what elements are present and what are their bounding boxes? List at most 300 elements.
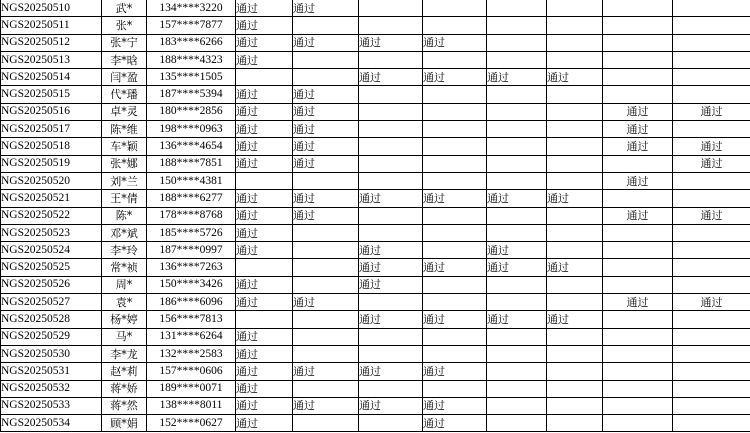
cell-status-6: [547, 121, 603, 138]
cell-status-1: 通过: [236, 190, 293, 207]
cell-status-5: [487, 17, 547, 34]
cell-phone: 150****4381: [147, 172, 236, 189]
cell-name: 顾*娟: [102, 415, 147, 432]
cell-status-2: 通过: [293, 363, 359, 380]
cell-id: NGS20250529: [1, 328, 102, 345]
cell-status-1: [236, 69, 293, 86]
cell-status-4: 通过: [423, 34, 487, 51]
table-row: [1, 172, 750, 189]
cell-status-5: [487, 51, 547, 68]
cell-name: 车*颖: [102, 138, 147, 155]
cell-status-3: [359, 207, 423, 224]
cell-status-3: [359, 51, 423, 68]
cell-status-4: [423, 380, 487, 397]
cell-phone: 150****3426: [147, 276, 236, 293]
cell-status-4: 通过: [423, 69, 487, 86]
cell-status-4: 通过: [423, 311, 487, 328]
table-row: [1, 259, 750, 276]
cell-status-7: [603, 69, 673, 86]
cell-status-3: [359, 345, 423, 362]
cell-status-2: 通过: [293, 397, 359, 414]
table-row: [1, 397, 750, 414]
cell-id: NGS20250519: [1, 155, 102, 172]
cell-status-3: [359, 0, 423, 17]
cell-status-8: [673, 242, 750, 259]
cell-id: NGS20250518: [1, 138, 102, 155]
cell-status-1: 通过: [236, 103, 293, 120]
cell-status-8: [673, 415, 750, 432]
cell-status-1: [236, 259, 293, 276]
table-row: [1, 276, 750, 293]
cell-phone: 180****2856: [147, 103, 236, 120]
cell-id: NGS20250530: [1, 345, 102, 362]
table-row: [1, 190, 750, 207]
cell-status-5: [487, 380, 547, 397]
cell-status-8: [673, 0, 750, 17]
table-row: [1, 207, 750, 224]
cell-status-2: 通过: [293, 138, 359, 155]
cell-name: 袁*: [102, 294, 147, 311]
cell-status-3: 通过: [359, 311, 423, 328]
cell-phone: 132****2583: [147, 345, 236, 362]
cell-status-6: [547, 86, 603, 103]
cell-name: 李*龙: [102, 345, 147, 362]
cell-id: NGS20250525: [1, 259, 102, 276]
cell-status-2: [293, 345, 359, 362]
cell-status-5: 通过: [487, 190, 547, 207]
cell-name: 杨*婷: [102, 311, 147, 328]
cell-status-1: 通过: [236, 17, 293, 34]
cell-status-5: 通过: [487, 242, 547, 259]
table-row: [1, 415, 750, 432]
cell-id: NGS20250528: [1, 311, 102, 328]
cell-status-2: [293, 51, 359, 68]
table-row: [1, 311, 750, 328]
cell-status-6: 通过: [547, 259, 603, 276]
cell-status-4: [423, 294, 487, 311]
cell-status-6: 通过: [547, 311, 603, 328]
cell-status-8: [673, 51, 750, 68]
cell-status-6: [547, 397, 603, 414]
cell-id: NGS20250510: [1, 0, 102, 17]
cell-status-2: [293, 172, 359, 189]
cell-status-6: 通过: [547, 190, 603, 207]
table-row: [1, 345, 750, 362]
cell-status-8: [673, 259, 750, 276]
cell-status-5: [487, 0, 547, 17]
cell-status-5: [487, 172, 547, 189]
cell-status-6: [547, 138, 603, 155]
cell-phone: 188****7851: [147, 155, 236, 172]
cell-status-8: [673, 34, 750, 51]
cell-status-7: 通过: [603, 121, 673, 138]
cell-status-5: [487, 397, 547, 414]
cell-status-4: [423, 121, 487, 138]
cell-status-5: 通过: [487, 69, 547, 86]
cell-status-3: 通过: [359, 259, 423, 276]
cell-status-4: [423, 86, 487, 103]
cell-name: 周*: [102, 276, 147, 293]
cell-status-8: [673, 86, 750, 103]
table-row: [1, 0, 750, 17]
cell-id: NGS20250534: [1, 415, 102, 432]
cell-status-3: 通过: [359, 276, 423, 293]
cell-id: NGS20250532: [1, 380, 102, 397]
cell-status-4: [423, 51, 487, 68]
cell-status-6: [547, 328, 603, 345]
cell-phone: 136****7263: [147, 259, 236, 276]
cell-status-3: [359, 328, 423, 345]
cell-name: 张*宁: [102, 34, 147, 51]
cell-status-7: 通过: [603, 172, 673, 189]
cell-phone: 157****0606: [147, 363, 236, 380]
cell-status-7: [603, 190, 673, 207]
cell-status-3: [359, 121, 423, 138]
cell-status-5: [487, 103, 547, 120]
cell-name: 张*: [102, 17, 147, 34]
cell-status-7: [603, 363, 673, 380]
cell-phone: 186****6096: [147, 294, 236, 311]
cell-phone: 156****7813: [147, 311, 236, 328]
cell-phone: 198****0963: [147, 121, 236, 138]
cell-status-2: [293, 415, 359, 432]
cell-phone: 178****8768: [147, 207, 236, 224]
cell-status-6: [547, 103, 603, 120]
cell-name: 陈*: [102, 207, 147, 224]
cell-status-4: [423, 242, 487, 259]
cell-status-2: 通过: [293, 121, 359, 138]
cell-status-1: 通过: [236, 34, 293, 51]
cell-status-6: [547, 242, 603, 259]
cell-status-4: 通过: [423, 363, 487, 380]
cell-status-4: [423, 103, 487, 120]
cell-status-7: [603, 17, 673, 34]
cell-phone: 138****8011: [147, 397, 236, 414]
cell-status-6: [547, 276, 603, 293]
cell-status-7: [603, 345, 673, 362]
cell-status-7: 通过: [603, 138, 673, 155]
cell-status-3: [359, 103, 423, 120]
cell-status-1: 通过: [236, 138, 293, 155]
cell-status-3: [359, 155, 423, 172]
cell-name: 代*璠: [102, 86, 147, 103]
cell-status-1: 通过: [236, 242, 293, 259]
cell-status-7: 通过: [603, 294, 673, 311]
cell-phone: 136****4654: [147, 138, 236, 155]
cell-phone: 134****3220: [147, 0, 236, 17]
cell-status-8: 通过: [673, 103, 750, 120]
cell-name: 常*祯: [102, 259, 147, 276]
cell-status-8: [673, 328, 750, 345]
cell-status-5: [487, 34, 547, 51]
cell-status-4: [423, 224, 487, 241]
cell-status-6: [547, 363, 603, 380]
cell-status-2: [293, 69, 359, 86]
cell-status-1: 通过: [236, 224, 293, 241]
cell-status-6: [547, 294, 603, 311]
cell-name: 蒋*娇: [102, 380, 147, 397]
cell-phone: 135****1505: [147, 69, 236, 86]
cell-status-6: [547, 155, 603, 172]
cell-status-7: [603, 380, 673, 397]
cell-status-5: [487, 138, 547, 155]
cell-name: 陈*维: [102, 121, 147, 138]
cell-phone: 152****0627: [147, 415, 236, 432]
table-row: [1, 17, 750, 34]
cell-status-6: [547, 0, 603, 17]
cell-status-4: [423, 17, 487, 34]
cell-status-3: 通过: [359, 69, 423, 86]
cell-name: 卓*灵: [102, 103, 147, 120]
cell-status-3: 通过: [359, 34, 423, 51]
cell-name: 蒋*然: [102, 397, 147, 414]
cell-status-1: 通过: [236, 0, 293, 17]
cell-status-7: [603, 0, 673, 17]
cell-name: 王*倩: [102, 190, 147, 207]
cell-status-1: 通过: [236, 328, 293, 345]
cell-status-2: [293, 276, 359, 293]
cell-status-1: 通过: [236, 380, 293, 397]
cell-name: 赵*莉: [102, 363, 147, 380]
cell-id: NGS20250522: [1, 207, 102, 224]
cell-status-2: [293, 380, 359, 397]
cell-status-4: [423, 207, 487, 224]
cell-status-4: [423, 276, 487, 293]
cell-status-4: 通过: [423, 259, 487, 276]
cell-status-4: [423, 172, 487, 189]
cell-status-5: [487, 121, 547, 138]
table-row: [1, 380, 750, 397]
cell-status-6: [547, 17, 603, 34]
cell-status-7: [603, 155, 673, 172]
cell-status-2: 通过: [293, 155, 359, 172]
cell-status-3: [359, 294, 423, 311]
cell-status-1: [236, 311, 293, 328]
cell-status-7: [603, 397, 673, 414]
cell-status-5: [487, 86, 547, 103]
cell-status-3: 通过: [359, 190, 423, 207]
cell-status-8: [673, 397, 750, 414]
cell-phone: 187****0997: [147, 242, 236, 259]
cell-id: NGS20250533: [1, 397, 102, 414]
cell-id: NGS20250512: [1, 34, 102, 51]
cell-id: NGS20250531: [1, 363, 102, 380]
cell-status-2: [293, 328, 359, 345]
cell-status-8: 通过: [673, 155, 750, 172]
cell-phone: 131****6264: [147, 328, 236, 345]
cell-status-7: [603, 328, 673, 345]
cell-status-6: 通过: [547, 69, 603, 86]
cell-name: 张*娜: [102, 155, 147, 172]
table-row: [1, 155, 750, 172]
table-row: [1, 328, 750, 345]
cell-status-3: [359, 138, 423, 155]
cell-status-8: [673, 363, 750, 380]
cell-status-8: [673, 311, 750, 328]
cell-status-5: [487, 155, 547, 172]
cell-status-3: [359, 172, 423, 189]
cell-status-5: [487, 345, 547, 362]
cell-status-2: 通过: [293, 0, 359, 17]
cell-name: 马*: [102, 328, 147, 345]
table-row: [1, 224, 750, 241]
cell-status-2: [293, 242, 359, 259]
cell-status-1: 通过: [236, 363, 293, 380]
cell-status-5: 通过: [487, 259, 547, 276]
cell-status-7: [603, 276, 673, 293]
cell-status-2: 通过: [293, 190, 359, 207]
table-row: [1, 103, 750, 120]
cell-id: NGS20250526: [1, 276, 102, 293]
cell-status-4: [423, 328, 487, 345]
cell-status-7: [603, 51, 673, 68]
cell-status-3: [359, 86, 423, 103]
cell-status-7: [603, 311, 673, 328]
cell-status-1: 通过: [236, 121, 293, 138]
cell-status-4: 通过: [423, 190, 487, 207]
cell-status-5: [487, 415, 547, 432]
cell-phone: 189****0071: [147, 380, 236, 397]
cell-status-2: 通过: [293, 103, 359, 120]
cell-status-6: [547, 51, 603, 68]
cell-status-2: 通过: [293, 207, 359, 224]
cell-name: 李*晗: [102, 51, 147, 68]
cell-status-2: 通过: [293, 294, 359, 311]
cell-status-7: 通过: [603, 103, 673, 120]
cell-status-8: [673, 380, 750, 397]
cell-id: NGS20250514: [1, 69, 102, 86]
cell-status-8: 通过: [673, 207, 750, 224]
cell-status-6: [547, 224, 603, 241]
cell-status-5: 通过: [487, 311, 547, 328]
cell-status-7: [603, 224, 673, 241]
cell-status-3: 通过: [359, 397, 423, 414]
cell-status-7: [603, 242, 673, 259]
cell-status-5: [487, 294, 547, 311]
cell-status-3: [359, 380, 423, 397]
cell-status-7: [603, 86, 673, 103]
cell-status-4: [423, 155, 487, 172]
table-row: [1, 34, 750, 51]
cell-phone: 187****5394: [147, 86, 236, 103]
cell-status-1: 通过: [236, 294, 293, 311]
cell-status-1: 通过: [236, 415, 293, 432]
cell-status-2: [293, 224, 359, 241]
cell-status-1: 通过: [236, 276, 293, 293]
table-row: [1, 69, 750, 86]
table-row: [1, 121, 750, 138]
cell-status-6: [547, 415, 603, 432]
cell-status-1: 通过: [236, 207, 293, 224]
cell-id: NGS20250516: [1, 103, 102, 120]
cell-status-8: [673, 345, 750, 362]
cell-status-6: [547, 380, 603, 397]
cell-status-2: [293, 311, 359, 328]
cell-status-1: 通过: [236, 397, 293, 414]
cell-status-6: [547, 34, 603, 51]
table-row: [1, 363, 750, 380]
cell-status-6: [547, 207, 603, 224]
cell-status-5: [487, 276, 547, 293]
cell-status-6: [547, 345, 603, 362]
table-row: [1, 51, 750, 68]
cell-name: 闫*盈: [102, 69, 147, 86]
cell-status-5: [487, 328, 547, 345]
cell-id: NGS20250515: [1, 86, 102, 103]
cell-phone: 185****5726: [147, 224, 236, 241]
cell-status-1: [236, 172, 293, 189]
table-body: [1, 0, 750, 432]
cell-name: 李*玲: [102, 242, 147, 259]
cell-status-4: [423, 138, 487, 155]
cell-phone: 188****4323: [147, 51, 236, 68]
cell-phone: 188****6277: [147, 190, 236, 207]
cell-status-8: [673, 69, 750, 86]
table-row: [1, 138, 750, 155]
table-row: [1, 294, 750, 311]
cell-status-1: 通过: [236, 86, 293, 103]
cell-status-7: [603, 415, 673, 432]
cell-status-5: [487, 224, 547, 241]
cell-name: 邓*斌: [102, 224, 147, 241]
cell-status-8: [673, 172, 750, 189]
cell-status-7: [603, 259, 673, 276]
cell-name: 刘*兰: [102, 172, 147, 189]
cell-status-8: [673, 190, 750, 207]
cell-id: NGS20250521: [1, 190, 102, 207]
cell-status-1: 通过: [236, 51, 293, 68]
cell-id: NGS20250523: [1, 224, 102, 241]
cell-status-3: 通过: [359, 363, 423, 380]
cell-status-8: 通过: [673, 294, 750, 311]
cell-status-3: [359, 415, 423, 432]
cell-status-2: [293, 259, 359, 276]
cell-status-8: [673, 17, 750, 34]
cell-status-8: [673, 121, 750, 138]
cell-id: NGS20250527: [1, 294, 102, 311]
cell-status-8: [673, 224, 750, 241]
cell-id: NGS20250524: [1, 242, 102, 259]
cell-id: NGS20250513: [1, 51, 102, 68]
cell-phone: 183****6266: [147, 34, 236, 51]
cell-status-3: 通过: [359, 242, 423, 259]
cell-status-5: [487, 207, 547, 224]
cell-status-6: [547, 172, 603, 189]
table-row: [1, 242, 750, 259]
cell-status-4: [423, 345, 487, 362]
cell-status-5: [487, 363, 547, 380]
cell-status-4: 通过: [423, 415, 487, 432]
cell-phone: 157****7877: [147, 17, 236, 34]
cell-id: NGS20250517: [1, 121, 102, 138]
cell-name: 武*: [102, 0, 147, 17]
cell-status-7: 通过: [603, 207, 673, 224]
cell-status-3: [359, 224, 423, 241]
table-row: [1, 86, 750, 103]
cell-id: NGS20250511: [1, 17, 102, 34]
cell-status-8: [673, 276, 750, 293]
cell-id: NGS20250520: [1, 172, 102, 189]
cell-status-2: 通过: [293, 34, 359, 51]
cell-status-1: 通过: [236, 345, 293, 362]
cell-status-4: [423, 0, 487, 17]
cell-status-2: [293, 17, 359, 34]
cell-status-3: [359, 17, 423, 34]
cell-status-7: [603, 34, 673, 51]
cell-status-8: 通过: [673, 138, 750, 155]
cell-status-1: 通过: [236, 155, 293, 172]
cell-status-2: 通过: [293, 86, 359, 103]
